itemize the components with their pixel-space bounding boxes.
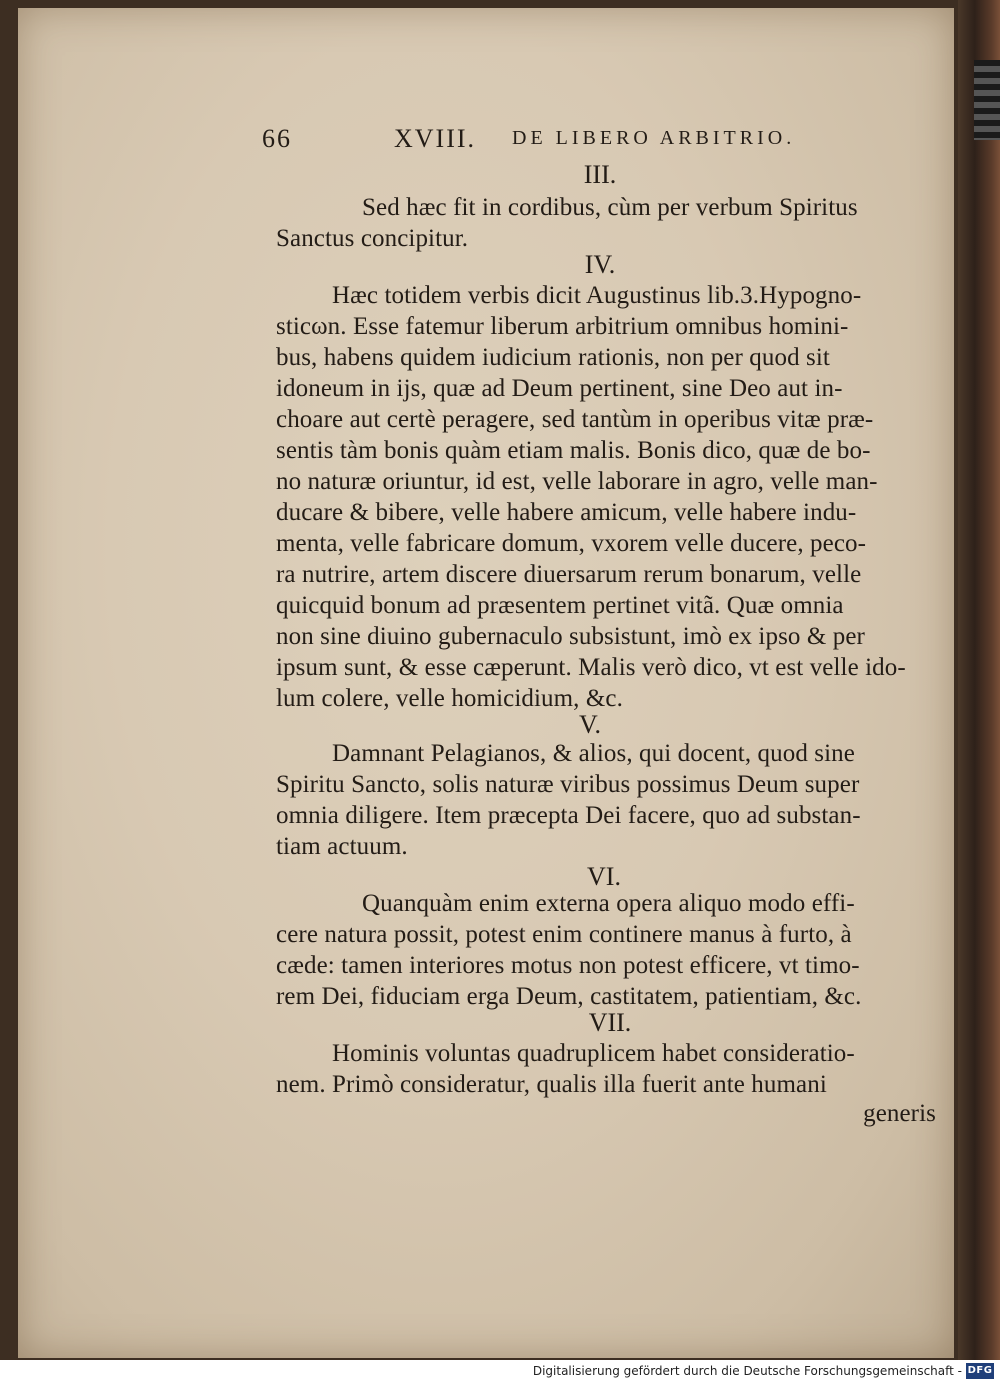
text-line: choare aut certè peragere, sed tantùm in operibus vitæ præ-: [276, 406, 874, 433]
text-line: bus, habens quidem iudicium rationis, non per quod sit: [276, 344, 830, 371]
running-title: DE LIBERO ARBITRIO.: [512, 127, 796, 149]
footer-credit: Digitalisierung gefördert durch die Deutsche Forschungsgemeinschaft -: [532, 1364, 962, 1378]
dfg-logo[interactable]: DFG: [966, 1363, 994, 1379]
text-line: cere natura possit, potest enim continere manus à furto, à: [276, 921, 852, 948]
text-line: sentis tàm bonis quàm etiam malis. Bonis dico, quæ de bo-: [276, 437, 871, 464]
text-line: idoneum in ijs, quæ ad Deum pertinent, sine Deo aut in-: [276, 375, 843, 402]
text-line: nem. Primò consideratur, qualis illa fuerit ante humani: [276, 1071, 827, 1098]
text-line: sticωn. Esse fatemur liberum arbitrium omnibus homini-: [276, 313, 849, 340]
section-numeral: IV.: [584, 250, 616, 279]
text-line: lum colere, velle homicidium, &c.: [276, 685, 623, 712]
chapter-number: XVIII.: [394, 124, 477, 153]
section-numeral: III.: [583, 160, 617, 189]
text-line: Quanquàm enim externa opera aliquo modo effi-: [362, 890, 855, 917]
text-line: omnia diligere. Item præcepta Dei facere, quo ad substan-: [276, 802, 861, 829]
text-line: ra nutrire, artem discere diuersarum rerum bonarum, velle: [276, 561, 862, 588]
text-line: ipsum sunt, & esse cæperunt. Malis verò dico, vt est velle ido-: [276, 654, 906, 681]
text-line: Hominis voluntas quadruplicem habet consideratio-: [332, 1040, 855, 1067]
section-numeral: VII.: [588, 1008, 632, 1037]
page-number: 66: [262, 124, 292, 153]
section-numeral: V.: [579, 710, 601, 739]
text-line: no naturæ oriuntur, id est, velle laborare in agro, velle man-: [276, 468, 878, 495]
footer-bar: [0, 1360, 1000, 1385]
text-line: non sine diuino gubernaculo subsistunt, imò ex ipso & per: [276, 623, 865, 650]
scan-calibration-strip: [974, 60, 1000, 140]
text-line: Sed hæc fit in cordibus, cùm per verbum Spiritus: [362, 194, 858, 221]
text-line: ducare & bibere, velle habere amicum, velle habere indu-: [276, 499, 857, 526]
text-line: Damnant Pelagianos, & alios, qui docent, quod sine: [332, 740, 855, 767]
text-line: menta, velle fabricare domum, vxorem velle ducere, peco-: [276, 530, 867, 557]
text-line: quicquid bonum ad præsentem pertinet vitã. Quæ omnia: [276, 592, 844, 619]
text-line: Spiritu Sancto, solis naturæ viribus possimus Deum super: [276, 771, 860, 798]
text-line: rem Dei, fiduciam erga Deum, castitatem, patientiam, &c.: [276, 983, 862, 1010]
running-header: [262, 124, 822, 160]
text-line: Sanctus concipitur.: [276, 225, 469, 252]
catchword: generis: [863, 1100, 936, 1127]
section-numeral: VI.: [587, 862, 621, 891]
book-binding-edge: [958, 0, 1000, 1360]
text-line: tiam actuum.: [276, 833, 408, 860]
text-line: cæde: tamen interiores motus non potest efficere, vt timo-: [276, 952, 860, 979]
text-line: Hæc totidem verbis dicit Augustinus lib.3.Hypogno-: [332, 282, 862, 309]
